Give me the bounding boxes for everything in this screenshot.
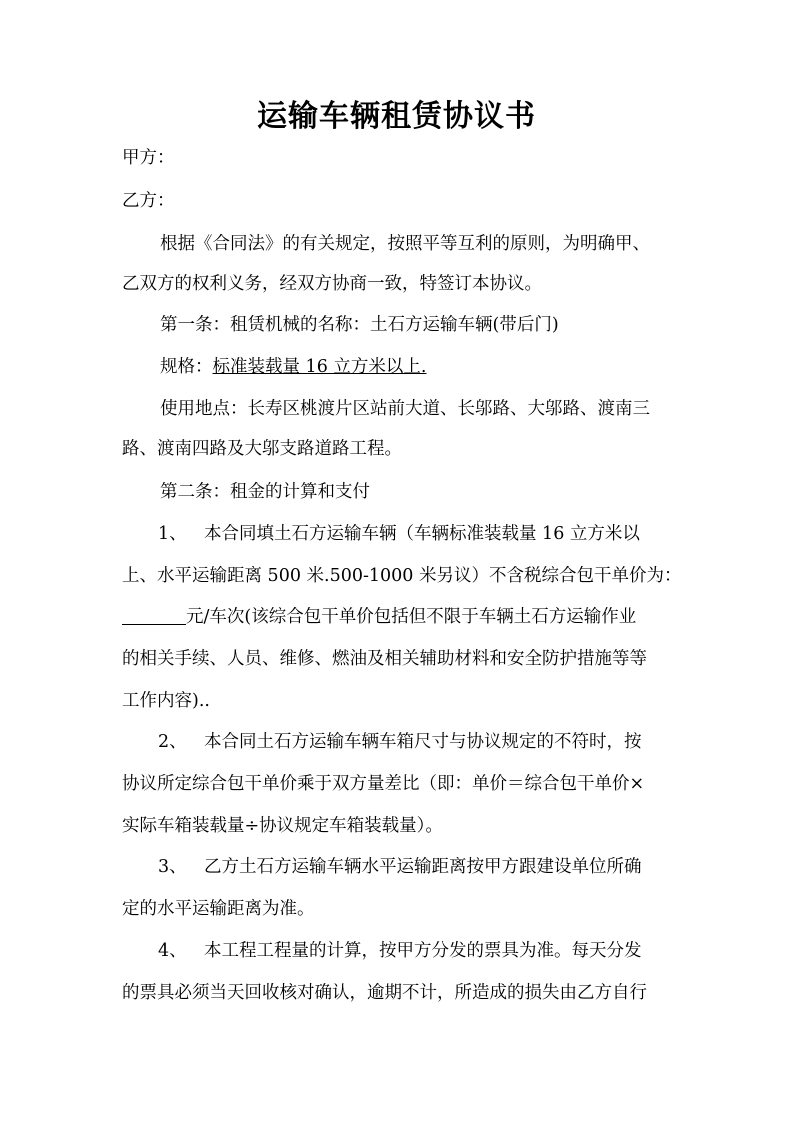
item-3-line-2: 定的水平运输距离为准。 — [122, 899, 315, 919]
price-blank-field — [122, 606, 186, 625]
intro-paragraph-line-1: 根据《合同法》的有关规定，按照平等互利的原则，为明确甲、 — [160, 234, 650, 254]
party-b-label: 乙方： — [122, 191, 175, 211]
item-1-line-2: 上、水平运输距离 500 米.500-1000 米另议）不含税综合包干单价为： — [122, 566, 682, 586]
item-2-line-2: 协议所定综合包干单价乘于双方量差比（即：单价＝综合包干单价× — [122, 774, 645, 794]
item-1-line-3 — [122, 605, 678, 629]
spec-label: 规格： — [160, 357, 213, 377]
spec-line — [160, 355, 678, 379]
article-2-title: 第二条：租金的计算和支付 — [160, 482, 370, 502]
item-3-line-1: 乙方土石方运输车辆水平运输距离按甲方跟建设单位所确 — [204, 857, 642, 877]
item-4-line-1: 本工程工程量的计算，按甲方分发的票具为准。每天分发 — [204, 941, 642, 961]
item-4-number: 4、 — [158, 941, 187, 961]
item-4-line-2: 的票具必须当天回收核对确认，逾期不计，所造成的损失由乙方自行 — [122, 983, 647, 1003]
item-1-line-4: 的相关手续、人员、维修、燃油及相关辅助材料和安全防护措施等等 — [122, 649, 647, 669]
spec-value: 标准装载量 16 立方米以上. — [212, 357, 427, 377]
party-a-label: 甲方： — [122, 148, 175, 168]
item-1-line-3-text: 元/车次(该综合包干单价包括但不限于车辆土石方运输作业 — [186, 607, 637, 627]
location-line-1: 使用地点：长寿区桃渡片区站前大道、长邬路、大邬路、渡南三 — [160, 399, 650, 419]
item-2-line-3: 实际车箱装载量÷协议规定车箱装载量）。 — [122, 816, 443, 836]
intro-paragraph-line-2: 乙双方的权利义务，经双方协商一致，特签订本协议。 — [122, 274, 542, 294]
item-1-line-5: 工作内容).. — [122, 691, 210, 711]
document-title: 运输车辆租赁协议书 — [257, 99, 536, 134]
location-line-2: 路、渡南四路及大邬支路道路工程。 — [122, 439, 402, 459]
item-1-line-1: 本合同填土石方运输车辆（车辆标准装载量 16 立方米以 — [204, 524, 640, 544]
article-1-title: 第一条：租赁机械的名称：土石方运输车辆(带后门) — [160, 315, 559, 335]
item-2-line-1: 本合同土石方运输车辆车箱尺寸与协议规定的不符时，按 — [204, 732, 642, 752]
item-2-number: 2、 — [158, 732, 187, 752]
item-3-number: 3、 — [158, 857, 187, 877]
item-1-number: 1、 — [158, 524, 187, 544]
